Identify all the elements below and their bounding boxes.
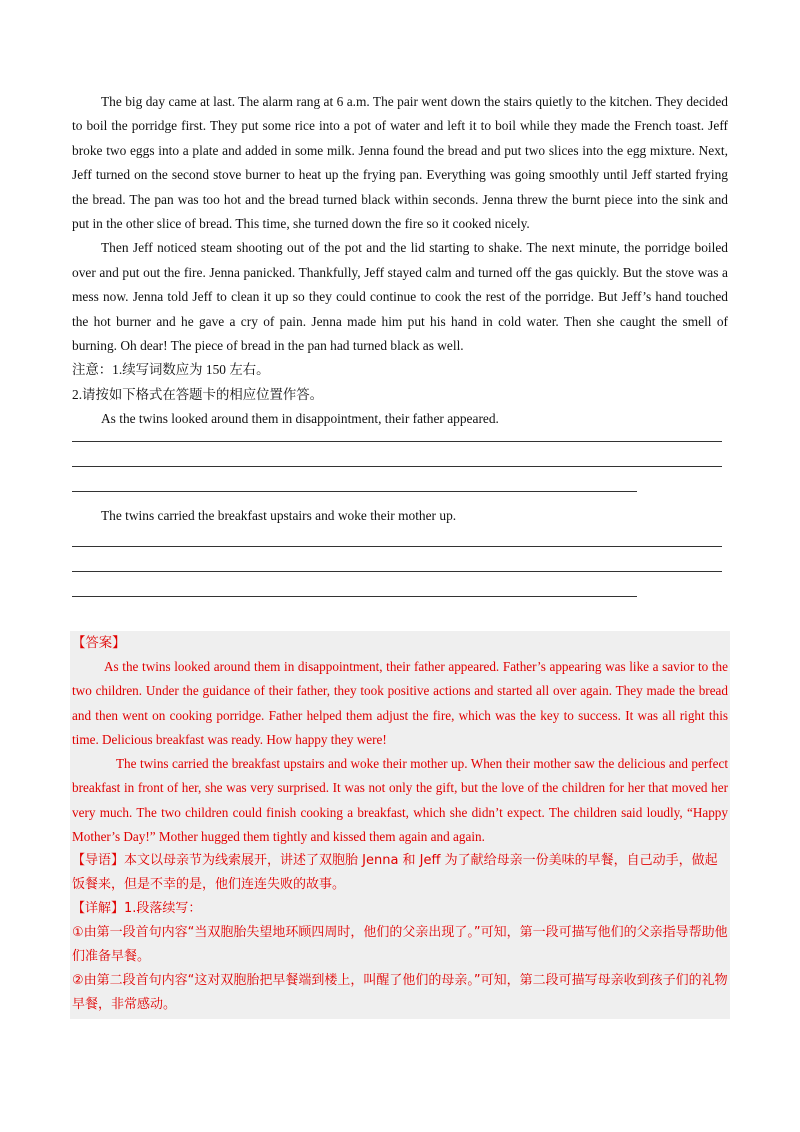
question-content bbox=[72, 90, 728, 597]
answer-line bbox=[72, 571, 722, 572]
answer-line bbox=[72, 466, 722, 467]
second-prompt: The twins carried the breakfast upstairs and woke their mother up. bbox=[101, 508, 457, 524]
answer-line bbox=[72, 596, 637, 597]
answer-line bbox=[72, 491, 637, 492]
format-note: 2.请按如下格式在答题卡的相应位置作答。 bbox=[72, 386, 324, 402]
answer-label: 【答案】 bbox=[72, 635, 126, 650]
answer-line bbox=[72, 441, 722, 442]
passage-paragraph-1: The big day came at last. The alarm rang at 6 a.m. The pair went down the stairs quietly to the kitchen. They decided to boil the porridge first. They put some rice into a pot of water and left it to boil while they made the French toast. Jeff broke two eggs into a plate and added in some milk. Jenna found the bread and put two slices into the egg mixture. Next, Jeff turned on the second stove burner to heat up the frying pan. Everything was going smoothly until Jeff started frying the bread. The pan was too hot and the bread turned black within seconds. Jenna threw the burnt piece into the sink and put in the other slice of bread. This time, she turned down the fire so it cooked nicely. bbox=[72, 94, 728, 232]
answer-paragraph-1: As the twins looked around them in disappointment, their father appeared. Father’s appearing was like a savior to the two children. Under the guidance of their father, they took positive actions and started all over again. They made the bread and then went on cooking porridge. Father helped them adjust the fire, which was the key to success. It was all right this time. Delicious breakfast was ready. How happy they were! bbox=[72, 659, 728, 747]
answer-section bbox=[70, 631, 730, 1019]
detail-point-1: ①由第一段首句内容“当双胞胎失望地环顾四周时，他们的父亲出现了。”可知，第一段可描写他们的父亲指导帮助他们准备早餐。 bbox=[72, 925, 728, 965]
first-prompt: As the twins looked around them in disappointment, their father appeared. bbox=[101, 411, 499, 427]
detail-heading: 【详解】1.段落续写： bbox=[72, 901, 202, 917]
guide-text: 【导语】本文以母亲节为线索展开，讲述了双胞胎 Jenna 和 Jeff 为了献给母亲一份美味的早餐，自己动手，做起饭餐来，但是不幸的是，他们连连失败的故事。 bbox=[72, 853, 718, 893]
word-count-note: 注意：1.续写词数应为 150 左右。 bbox=[72, 362, 270, 378]
answer-line bbox=[72, 546, 722, 547]
passage-paragraph-2: Then Jeff noticed steam shooting out of the pot and the lid starting to shake. The next minute, the porridge boiled over and put out the fire. Jenna panicked. Thankfully, Jeff stayed calm and turned off the gas quickly. But the stove was a mess now. Jenna told Jeff to clean it up so they could continue to cook the rest of the porridge. But Jeff’s hand touched the hot burner and he gave a cry of pain. Jenna made him put his hand in cold water. Then she caught the smell of burning. Oh dear! The piece of bread in the pan had turned black as well. bbox=[72, 240, 728, 354]
detail-point-2: ②由第二段首句内容“这对双胞胎把早餐端到楼上，叫醒了他们的母亲。”可知，第二段可描写母亲收到孩子们的礼物早餐，非常感动。 bbox=[72, 973, 728, 1013]
answer-paragraph-2: The twins carried the breakfast upstairs and woke their mother up. When their mother saw the delicious and perfect breakfast in front of her, she was very surprised. It was not only the gift, but the love of the children for her that moved her very much. The two children could finish cooking a breakfast, which she didn’t expect. The children said loudly, “Happy Mother’s Day!” Mother hugged them tightly and kissed them again and again. bbox=[72, 756, 728, 845]
